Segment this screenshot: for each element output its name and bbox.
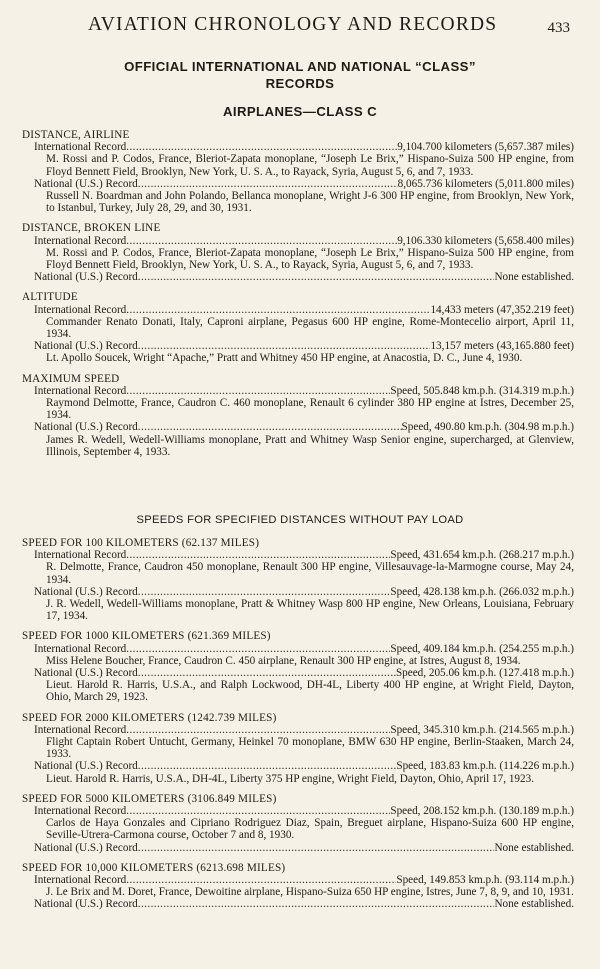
- record-value: Speed, 205.06 km.p.h. (127.418 m.p.h.): [395, 667, 574, 680]
- record-label: International Record: [34, 874, 127, 887]
- leader-dots: [138, 667, 396, 679]
- leader-dots: [126, 304, 430, 316]
- record-label: National (U.S.) Record: [34, 421, 138, 434]
- records-list-top: [22, 129, 574, 466]
- record-value: Speed, 431.654 km.p.h. (268.217 m.p.h.): [390, 549, 574, 562]
- section-heading: SPEED FOR 2000 KILOMETERS (1242.739 MILES): [22, 711, 277, 724]
- record-value: 8,065.736 kilometers (5,011.800 miles): [397, 177, 574, 190]
- record-section: [22, 537, 574, 622]
- leader-dots: [138, 178, 398, 190]
- record-detail: J. Le Brix and M. Doret, France, Dewoitine airplane, Hispano-Suiza 650 HP engine, Istres, June 7, 8, 9, and 10, 1931.: [46, 886, 574, 899]
- record-label: International Record: [34, 723, 127, 736]
- record-detail: Russell N. Boardman and John Polando, Bellanca monoplane, Wright J-6 300 HP engine, from Brooklyn, New York, to Istanbul, Turkey, July 28, 29, and 30, 1931.: [46, 190, 574, 215]
- record-label: National (U.S.) Record: [34, 667, 138, 680]
- record-detail: James R. Wedell, Wedell-Williams monoplane, Pratt and Whitney Wasp Senior engine, supercharged, at Glenview, Illinois, September 4, 1933.: [46, 433, 574, 458]
- record-label: International Record: [34, 549, 127, 562]
- section-heading: MAXIMUM SPEED: [22, 372, 120, 385]
- record-section: [22, 793, 574, 854]
- record-label: International Record: [34, 384, 127, 397]
- leader-dots: [138, 586, 391, 598]
- record-value: Speed, 490.80 km.p.h. (304.98 m.p.h.): [401, 421, 574, 434]
- leader-dots: [138, 842, 495, 854]
- record-value: Speed, 183.83 km.p.h. (114.226 m.p.h.): [396, 760, 574, 773]
- record-row: [22, 874, 574, 886]
- section-subheading: SPEEDS FOR SPECIFIED DISTANCES WITHOUT PAY LOAD: [136, 514, 464, 526]
- running-head: AVIATION CHRONOLOGY AND RECORDS: [88, 14, 498, 35]
- record-value: 9,106.330 kilometers (5,658.400 miles): [397, 234, 574, 247]
- record-value: Speed, 505.848 km.p.h. (314.319 m.p.h.): [390, 384, 574, 397]
- leader-dots: [126, 385, 390, 397]
- record-value: None established.: [494, 271, 574, 284]
- section-heading: SPEED FOR 1000 KILOMETERS (621.369 MILES): [22, 630, 271, 643]
- page-title-line-2: RECORDS: [265, 76, 335, 91]
- section-heading: SPEED FOR 5000 KILOMETERS (3106.849 MILES): [22, 792, 277, 805]
- page-title: [0, 58, 600, 92]
- record-section: [22, 862, 574, 911]
- record-row: [22, 724, 574, 736]
- record-value: Speed, 345.310 km.p.h. (214.565 m.p.h.): [390, 723, 574, 736]
- record-detail: Carlos de Haya Gonzales and Cipriano Rodriguez Diaz, Spain, Breguet airplane, Hispano-Suiza 600 HP engine, Seville-Utrera-Carmona course, October 7 and 8, 1930.: [46, 817, 574, 842]
- leader-dots: [126, 549, 390, 561]
- record-label: International Record: [34, 234, 127, 247]
- section-heading: ALTITUDE: [22, 291, 78, 304]
- record-detail: Lieut. Harold R. Harris, U.S.A., and Ralph Lockwood, DH-4L, Liberty 400 HP engine, at Wright Field, Dayton, Ohio, March 29, 1923.: [46, 679, 574, 704]
- class-title: AIRPLANES—CLASS C: [222, 104, 378, 119]
- leader-dots: [138, 898, 495, 910]
- leader-dots: [126, 805, 390, 817]
- record-row: [22, 304, 574, 316]
- record-label: International Record: [34, 805, 127, 818]
- record-row: [22, 805, 574, 817]
- records-list-bottom: [22, 537, 574, 919]
- record-detail: Lt. Apollo Soucek, Wright “Apache,” Pratt and Whitney 450 HP engine, at Anacostia, D. C., June 4, 1930.: [46, 352, 523, 365]
- record-value: Speed, 409.184 km.p.h. (254.255 m.p.h.): [390, 642, 574, 655]
- record-label: National (U.S.) Record: [34, 760, 138, 773]
- record-row: [22, 586, 574, 598]
- record-row: [22, 178, 574, 190]
- leader-dots: [138, 340, 431, 352]
- record-section: [22, 630, 574, 703]
- record-label: National (U.S.) Record: [34, 340, 138, 353]
- record-label: National (U.S.) Record: [34, 271, 138, 284]
- record-row: [22, 421, 574, 433]
- section-heading: SPEED FOR 100 KILOMETERS (62.137 MILES): [22, 537, 260, 549]
- record-section: [22, 222, 574, 283]
- section-heading: DISTANCE, BROKEN LINE: [22, 222, 161, 235]
- record-detail: Miss Helene Boucher, France, Caudron C. 450 airplane, Renault 300 HP engine, at Istres, August 8, 1934.: [46, 654, 521, 667]
- record-row: [22, 271, 574, 283]
- leader-dots: [138, 421, 402, 433]
- leader-dots: [138, 271, 495, 283]
- record-row: [22, 643, 574, 655]
- record-row: [22, 549, 574, 561]
- record-value: Speed, 149.853 km.p.h. (93.114 m.p.h.): [396, 874, 574, 887]
- record-label: National (U.S.) Record: [34, 898, 138, 911]
- section-heading: SPEED FOR 10,000 KILOMETERS (6213.698 MILES): [22, 861, 286, 874]
- record-row: [22, 340, 574, 352]
- record-detail: Raymond Delmotte, France, Caudron C. 460 monoplane, Renault 6 cylinder 380 HP engine at Istres, December 25, 1934.: [46, 397, 574, 422]
- record-section: [22, 373, 574, 458]
- record-row: [22, 667, 574, 679]
- record-row: [22, 842, 574, 854]
- record-detail: M. Rossi and P. Codos, France, Bleriot-Zapata monoplane, “Joseph Le Brix,” Hispano-Suiza 500 HP engine, from Floyd Bennett Field, Brooklyn, New York, U. S. A., to Rayack, Syria, August 5, 6, and 7, 1933.: [46, 153, 574, 178]
- record-section: [22, 712, 574, 785]
- record-row: [22, 898, 574, 910]
- record-label: National (U.S.) Record: [34, 177, 138, 190]
- record-detail: Flight Captain Robert Untucht, Germany, Heinkel 70 monoplane, BMW 630 HP engine, Berlin-Staaken, March 24, 1933.: [46, 736, 574, 761]
- record-label: International Record: [34, 642, 127, 655]
- record-detail: J. R. Wedell, Wedell-Williams monoplane, Pratt & Whitney Wasp 800 HP engine, New Orleans, Louisiana, February 17, 1934.: [46, 598, 574, 623]
- record-detail: Lieut. Harold R. Harris, U.S.A., DH-4L, Liberty 375 HP engine, Wright Field, Dayton, Ohio, April 17, 1923.: [46, 772, 535, 785]
- page-number: 433: [547, 20, 570, 36]
- leader-dots: [126, 724, 390, 736]
- record-label: National (U.S.) Record: [34, 841, 138, 854]
- leader-dots: [126, 141, 397, 153]
- leader-dots: [126, 874, 396, 886]
- record-detail: M. Rossi and P. Codos, France, Bleriot-Zapata monoplane, “Joseph Le Brix,” Hispano-Suiza 500 HP engine, from Floyd Bennett Field, Brooklyn, New York, U. S. A., to Rayack, Syria, August 5, 6, and 7, 1933.: [46, 246, 574, 272]
- record-row: [22, 760, 574, 772]
- page-title-line-1: OFFICIAL INTERNATIONAL AND NATIONAL “CLASS”: [124, 59, 476, 74]
- leader-dots: [126, 235, 397, 247]
- record-value: None established.: [494, 898, 574, 911]
- record-section: [22, 291, 574, 364]
- record-value: Speed, 428.138 km.p.h. (266.032 m.p.h.): [390, 585, 574, 598]
- record-label: National (U.S.) Record: [34, 585, 138, 598]
- leader-dots: [126, 643, 390, 655]
- record-value: 13,157 meters (43,165.880 feet): [430, 340, 574, 353]
- record-value: None established.: [494, 841, 574, 854]
- record-section: [22, 129, 574, 214]
- record-label: International Record: [34, 141, 127, 154]
- record-label: International Record: [34, 303, 127, 316]
- record-value: 14,433 meters (47,352.219 feet): [430, 303, 574, 316]
- leader-dots: [138, 760, 397, 772]
- record-detail: R. Delmotte, France, Caudron 450 monoplane, Renault 300 HP engine, Villesauvage-la-Marmogne course, May 24, 1934.: [46, 561, 574, 586]
- record-row: [22, 141, 574, 153]
- section-heading: DISTANCE, AIRLINE: [22, 129, 130, 141]
- record-detail: Commander Renato Donati, Italy, Caproni airplane, Pegasus 600 HP engine, Rome-Montecelio airport, April 11, 1934.: [46, 315, 574, 341]
- record-value: 9,104.700 kilometers (5,657.387 miles): [397, 141, 574, 154]
- record-row: [22, 235, 574, 247]
- record-row: [22, 385, 574, 397]
- record-value: Speed, 208.152 km.p.h. (130.189 m.p.h.): [390, 805, 574, 818]
